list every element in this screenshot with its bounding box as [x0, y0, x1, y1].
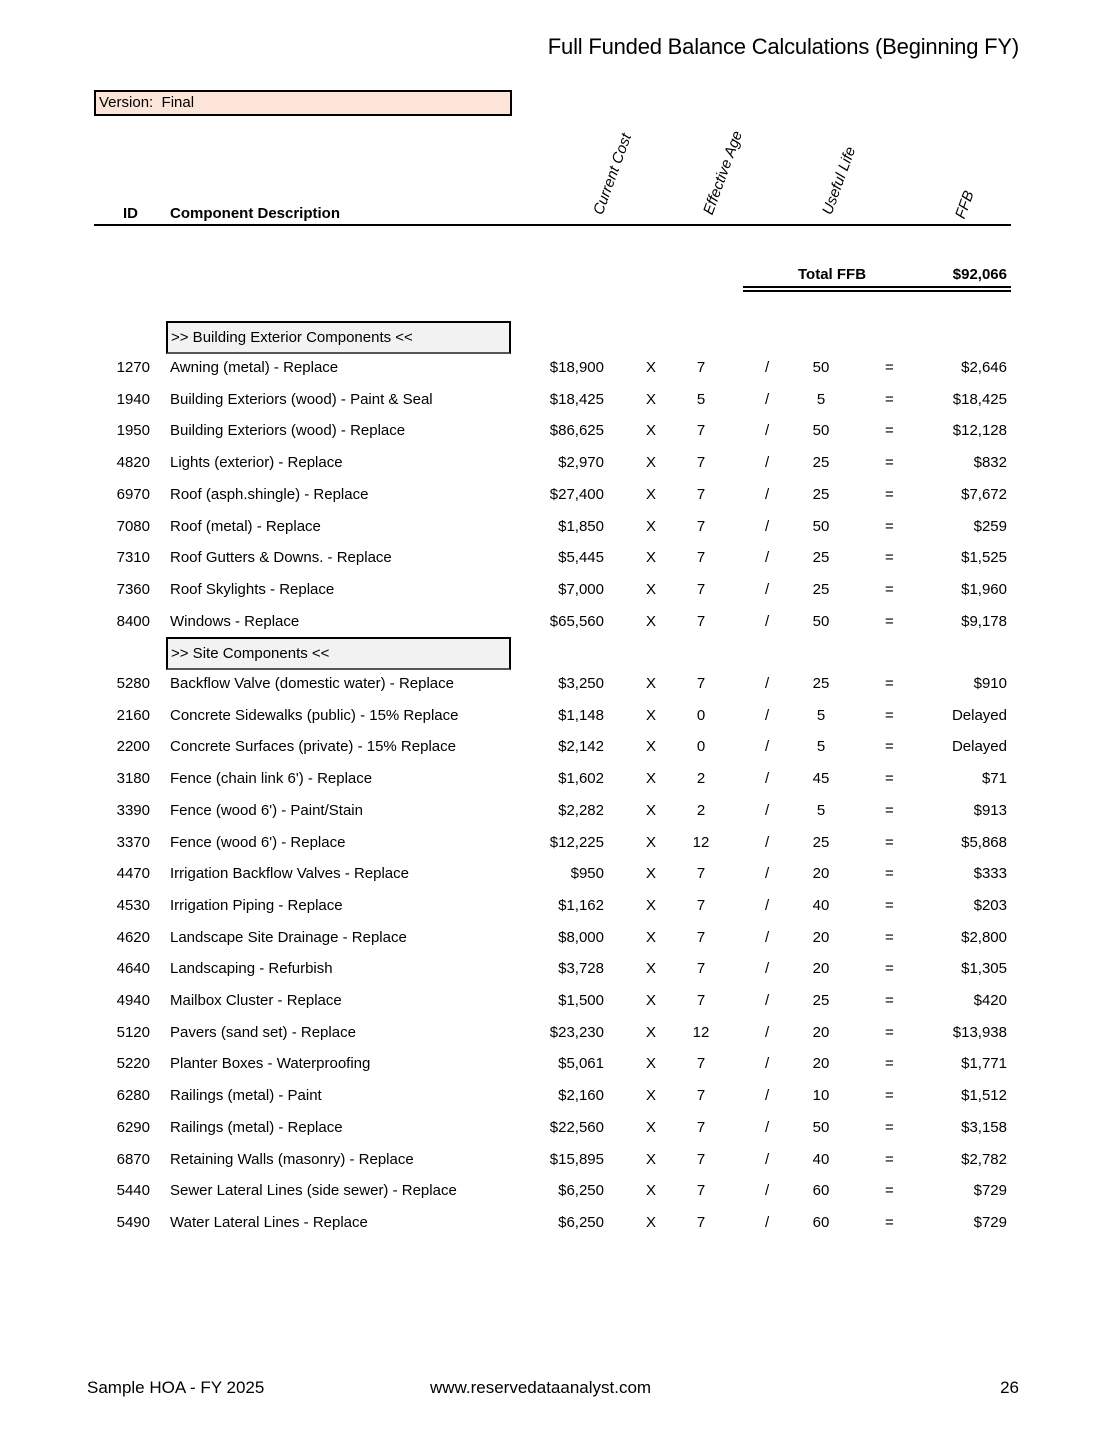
ffb-value: $832	[973, 454, 1007, 472]
divide-operator: /	[765, 422, 770, 440]
table-row	[0, 610, 1107, 634]
effective-age: 5	[696, 390, 706, 408]
equals-operator: =	[885, 865, 894, 883]
multiply-operator: X	[646, 422, 657, 440]
section-header: >> Building Exterior Components <<	[166, 321, 511, 354]
effective-age: 7	[696, 1055, 706, 1073]
multiply-operator: X	[646, 865, 657, 883]
table-row	[0, 419, 1107, 443]
divide-operator: /	[765, 992, 770, 1009]
table-row	[0, 356, 1107, 380]
component-id: 5120	[116, 1023, 150, 1041]
multiply-operator: X	[646, 1055, 657, 1073]
component-id: 3180	[116, 770, 150, 788]
current-cost: $6,250	[558, 1182, 604, 1200]
component-id: 4640	[116, 960, 150, 978]
component-description: Roof (asph.shingle) - Replace	[170, 485, 369, 503]
component-description: Awning (metal) - Replace	[170, 359, 339, 376]
version-box: Version: Final	[94, 90, 512, 116]
current-cost: $2,160	[558, 1087, 604, 1105]
divide-operator: /	[765, 706, 770, 724]
multiply-operator: X	[646, 896, 657, 914]
effective-age: 7	[696, 1182, 706, 1200]
equals-operator: =	[885, 928, 894, 946]
ffb-value: $729	[973, 1213, 1007, 1231]
equals-operator: =	[885, 1023, 894, 1041]
component-id: 4530	[116, 896, 150, 914]
equals-operator: =	[885, 770, 894, 788]
divide-operator: /	[765, 580, 770, 598]
divide-operator: /	[765, 896, 770, 914]
equals-operator: =	[885, 1055, 894, 1073]
useful-life: 60	[812, 1182, 830, 1200]
current-cost: $18,425	[549, 390, 604, 408]
divide-operator: /	[765, 1150, 770, 1168]
component-id: 1950	[116, 422, 150, 440]
component-id: 5490	[116, 1213, 150, 1231]
current-cost: $1,500	[558, 992, 604, 1009]
divide-operator: /	[765, 675, 770, 692]
ffb-value: Delayed	[951, 706, 1007, 724]
component-description: Roof Skylights - Replace	[170, 580, 335, 598]
component-id: 1940	[116, 390, 150, 408]
footer-left: Sample HOA - FY 2025	[87, 1378, 265, 1397]
table-row	[0, 862, 1107, 886]
equals-operator: =	[885, 1118, 894, 1136]
component-description: Water Lateral Lines - Replace	[170, 1213, 368, 1231]
component-description: Mailbox Cluster - Replace	[170, 992, 342, 1009]
ffb-value: $18,425	[952, 390, 1007, 408]
ffb-value: $1,771	[961, 1055, 1007, 1073]
table-row	[0, 1179, 1107, 1203]
equals-operator: =	[885, 485, 894, 503]
equals-operator: =	[885, 422, 894, 440]
current-cost: $65,560	[549, 612, 604, 630]
equals-operator: =	[885, 833, 894, 851]
effective-age: 7	[696, 928, 706, 946]
current-cost: $18,900	[549, 359, 604, 376]
useful-life: 50	[812, 359, 830, 376]
ffb-value: $333	[973, 865, 1007, 883]
multiply-operator: X	[646, 1023, 657, 1041]
divide-operator: /	[765, 454, 770, 472]
equals-operator: =	[885, 801, 894, 819]
equals-operator: =	[885, 1150, 894, 1168]
header-effective-age: Effective Age	[700, 128, 747, 217]
multiply-operator: X	[646, 390, 657, 408]
component-description: Landscape Site Drainage - Replace	[170, 928, 407, 946]
useful-life: 50	[812, 1118, 830, 1136]
useful-life: 5	[816, 390, 826, 408]
current-cost: $23,230	[549, 1023, 604, 1041]
header-current-cost: Current Cost	[590, 131, 636, 217]
component-id: 5220	[116, 1055, 150, 1073]
effective-age: 7	[696, 612, 706, 630]
current-cost: $1,148	[558, 706, 604, 724]
current-cost: $7,000	[558, 580, 604, 598]
table-row	[0, 735, 1107, 759]
multiply-operator: X	[646, 549, 657, 567]
useful-life: 5	[816, 706, 826, 724]
multiply-operator: X	[646, 928, 657, 946]
component-id: 6280	[116, 1087, 150, 1105]
multiply-operator: X	[646, 454, 657, 472]
multiply-operator: X	[646, 992, 657, 1009]
component-id: 1270	[116, 359, 150, 376]
divide-operator: /	[765, 390, 770, 408]
table-row	[0, 451, 1107, 475]
useful-life: 5	[816, 738, 826, 756]
total-double-underline	[743, 286, 1011, 288]
total-double-underline	[743, 290, 1011, 292]
equals-operator: =	[885, 359, 894, 376]
effective-age: 7	[696, 1150, 706, 1168]
total-ffb-label: Total FFB	[798, 266, 867, 283]
ffb-value: $1,525	[961, 549, 1007, 567]
useful-life: 20	[812, 1055, 830, 1073]
current-cost: $6,250	[558, 1213, 604, 1231]
divide-operator: /	[765, 1055, 770, 1073]
divide-operator: /	[765, 1087, 770, 1105]
ffb-value: $729	[973, 1182, 1007, 1200]
effective-age: 7	[696, 1087, 706, 1105]
divide-operator: /	[765, 833, 770, 851]
table-row	[0, 515, 1107, 539]
multiply-operator: X	[646, 706, 657, 724]
equals-operator: =	[885, 1087, 894, 1105]
table-row	[0, 894, 1107, 918]
useful-life: 40	[812, 896, 830, 914]
divide-operator: /	[765, 928, 770, 946]
equals-operator: =	[885, 390, 894, 408]
divide-operator: /	[765, 1213, 770, 1231]
component-description: Concrete Surfaces (private) - 15% Replace	[170, 738, 456, 756]
multiply-operator: X	[646, 359, 657, 376]
ffb-value: $2,782	[961, 1150, 1007, 1168]
component-description: Fence (wood 6') - Paint/Stain	[170, 801, 363, 819]
ffb-value: $5,868	[961, 833, 1007, 851]
ffb-value: Delayed	[951, 738, 1007, 756]
equals-operator: =	[885, 960, 894, 978]
current-cost: $3,250	[558, 675, 604, 692]
component-description: Fence (chain link 6') - Replace	[170, 770, 373, 788]
header-divider	[94, 224, 1011, 226]
equals-operator: =	[885, 675, 894, 692]
component-description: Fence (wood 6') - Replace	[170, 833, 346, 851]
component-description: Roof (metal) - Replace	[170, 517, 321, 535]
table-row	[0, 483, 1107, 507]
effective-age: 12	[692, 1023, 710, 1041]
component-description: Windows - Replace	[170, 612, 300, 630]
component-id: 5440	[116, 1182, 150, 1200]
component-description: Building Exteriors (wood) - Replace	[170, 422, 406, 440]
ffb-value: $13,938	[952, 1023, 1007, 1041]
equals-operator: =	[885, 706, 894, 724]
component-description: Irrigation Piping - Replace	[170, 896, 343, 914]
effective-age: 7	[696, 359, 706, 376]
ffb-value: $7,672	[961, 485, 1007, 503]
effective-age: 7	[696, 1213, 706, 1231]
effective-age: 7	[696, 422, 706, 440]
current-cost: $950	[570, 865, 604, 883]
component-description: Sewer Lateral Lines (side sewer) - Replace	[170, 1182, 457, 1200]
current-cost: $12,225	[549, 833, 604, 851]
useful-life: 25	[812, 485, 830, 503]
component-id: 8400	[116, 612, 150, 630]
divide-operator: /	[765, 485, 770, 503]
component-description: Roof Gutters & Downs. - Replace	[170, 549, 392, 567]
effective-age: 7	[696, 896, 706, 914]
current-cost: $1,162	[558, 896, 604, 914]
equals-operator: =	[885, 580, 894, 598]
multiply-operator: X	[646, 1213, 657, 1231]
multiply-operator: X	[646, 738, 657, 756]
header-id: ID	[123, 205, 138, 222]
ffb-value: $9,178	[961, 612, 1007, 630]
component-description: Retaining Walls (masonry) - Replace	[170, 1150, 414, 1168]
multiply-operator: X	[646, 1182, 657, 1200]
component-description: Backflow Valve (domestic water) - Replace	[170, 675, 454, 692]
component-id: 5280	[116, 675, 150, 692]
equals-operator: =	[885, 896, 894, 914]
useful-life: 25	[812, 833, 830, 851]
useful-life: 40	[812, 1150, 830, 1168]
component-id: 3370	[116, 833, 150, 851]
total-ffb-value: $92,066	[952, 266, 1007, 283]
table-row	[0, 957, 1107, 981]
effective-age: 0	[696, 706, 706, 724]
ffb-value: $1,960	[961, 580, 1007, 598]
component-description: Concrete Sidewalks (public) - 15% Replace	[170, 706, 459, 724]
multiply-operator: X	[646, 770, 657, 788]
ffb-value: $2,800	[961, 928, 1007, 946]
effective-age: 0	[696, 738, 706, 756]
component-id: 4620	[116, 928, 150, 946]
table-row	[0, 546, 1107, 570]
current-cost: $1,602	[558, 770, 604, 788]
effective-age: 7	[696, 960, 706, 978]
current-cost: $5,061	[558, 1055, 604, 1073]
effective-age: 12	[692, 833, 710, 851]
multiply-operator: X	[646, 580, 657, 598]
useful-life: 60	[812, 1213, 830, 1231]
useful-life: 25	[812, 454, 830, 472]
component-id: 2200	[116, 738, 150, 756]
component-id: 3390	[116, 801, 150, 819]
effective-age: 7	[696, 992, 706, 1009]
equals-operator: =	[885, 612, 894, 630]
useful-life: 25	[812, 675, 830, 692]
divide-operator: /	[765, 770, 770, 788]
component-id: 6870	[116, 1150, 150, 1168]
equals-operator: =	[885, 738, 894, 756]
table-row	[0, 831, 1107, 855]
multiply-operator: X	[646, 517, 657, 535]
ffb-value: $71	[981, 770, 1007, 788]
table-row	[0, 799, 1107, 823]
equals-operator: =	[885, 1182, 894, 1200]
table-row	[0, 1116, 1107, 1140]
useful-life: 10	[812, 1087, 830, 1105]
divide-operator: /	[765, 960, 770, 978]
component-id: 6970	[116, 485, 150, 503]
table-row	[0, 989, 1107, 1013]
multiply-operator: X	[646, 1118, 657, 1136]
effective-age: 7	[696, 485, 706, 503]
ffb-value: $420	[973, 992, 1007, 1009]
current-cost: $2,142	[558, 738, 604, 756]
current-cost: $1,850	[558, 517, 604, 535]
footer-page-number: 26	[1000, 1378, 1019, 1397]
effective-age: 7	[696, 454, 706, 472]
divide-operator: /	[765, 865, 770, 883]
current-cost: $27,400	[549, 485, 604, 503]
current-cost: $5,445	[558, 549, 604, 567]
component-id: 4940	[116, 992, 150, 1009]
useful-life: 20	[812, 960, 830, 978]
equals-operator: =	[885, 454, 894, 472]
header-description: Component Description	[170, 205, 341, 222]
footer-website: www.reservedataanalyst.com	[430, 1378, 652, 1397]
useful-life: 25	[812, 580, 830, 598]
multiply-operator: X	[646, 485, 657, 503]
equals-operator: =	[885, 549, 894, 567]
ffb-value: $1,305	[961, 960, 1007, 978]
multiply-operator: X	[646, 612, 657, 630]
table-row	[0, 1084, 1107, 1108]
multiply-operator: X	[646, 833, 657, 851]
useful-life: 5	[816, 801, 826, 819]
component-id: 7080	[116, 517, 150, 535]
useful-life: 45	[812, 770, 830, 788]
table-row	[0, 1052, 1107, 1076]
table-row	[0, 388, 1107, 412]
effective-age: 7	[696, 1118, 706, 1136]
useful-life: 50	[812, 422, 830, 440]
ffb-value: $910	[973, 675, 1007, 692]
component-id: 7360	[116, 580, 150, 598]
table-row	[0, 1148, 1107, 1172]
page-title: Full Funded Balance Calculations (Beginning FY)	[547, 34, 1019, 59]
component-id: 6290	[116, 1118, 150, 1136]
multiply-operator: X	[646, 675, 657, 692]
effective-age: 7	[696, 549, 706, 567]
current-cost: $3,728	[558, 960, 604, 978]
table-row	[0, 1211, 1107, 1235]
effective-age: 2	[696, 801, 706, 819]
component-id: 4470	[116, 865, 150, 883]
useful-life: 50	[812, 517, 830, 535]
equals-operator: =	[885, 517, 894, 535]
divide-operator: /	[765, 801, 770, 819]
useful-life: 25	[812, 992, 830, 1009]
multiply-operator: X	[646, 1150, 657, 1168]
component-id: 7310	[116, 549, 150, 567]
header-ffb: FFB	[952, 188, 978, 221]
current-cost: $2,970	[558, 454, 604, 472]
useful-life: 20	[812, 865, 830, 883]
divide-operator: /	[765, 517, 770, 535]
divide-operator: /	[765, 1118, 770, 1136]
component-description: Landscaping - Refurbish	[170, 960, 333, 978]
current-cost: $8,000	[558, 928, 604, 946]
component-description: Irrigation Backflow Valves - Replace	[170, 865, 409, 883]
table-row	[0, 1021, 1107, 1045]
header-useful-life: Useful Life	[819, 144, 860, 217]
multiply-operator: X	[646, 1087, 657, 1105]
component-description: Planter Boxes - Waterproofing	[170, 1055, 371, 1073]
multiply-operator: X	[646, 801, 657, 819]
equals-operator: =	[885, 992, 894, 1009]
ffb-value: $2,646	[961, 359, 1007, 376]
ffb-value: $12,128	[952, 422, 1007, 440]
divide-operator: /	[765, 549, 770, 567]
component-description: Railings (metal) - Replace	[170, 1118, 343, 1136]
component-description: Lights (exterior) - Replace	[170, 454, 343, 472]
effective-age: 7	[696, 517, 706, 535]
current-cost: $22,560	[549, 1118, 604, 1136]
ffb-value: $203	[973, 896, 1007, 914]
table-row	[0, 767, 1107, 791]
divide-operator: /	[765, 359, 770, 376]
ffb-value: $1,512	[961, 1087, 1007, 1105]
ffb-value: $3,158	[961, 1118, 1007, 1136]
table-row	[0, 926, 1107, 950]
effective-age: 7	[696, 580, 706, 598]
component-description: Building Exteriors (wood) - Paint & Seal	[170, 390, 433, 408]
section-header: >> Site Components <<	[166, 637, 511, 670]
effective-age: 7	[696, 675, 706, 692]
equals-operator: =	[885, 1213, 894, 1231]
useful-life: 50	[812, 612, 830, 630]
multiply-operator: X	[646, 960, 657, 978]
current-cost: $15,895	[549, 1150, 604, 1168]
divide-operator: /	[765, 612, 770, 630]
current-cost: $2,282	[558, 801, 604, 819]
table-row	[0, 704, 1107, 728]
component-id: 2160	[116, 706, 150, 724]
divide-operator: /	[765, 1182, 770, 1200]
effective-age: 7	[696, 865, 706, 883]
effective-age: 2	[696, 770, 706, 788]
table-row	[0, 672, 1107, 696]
divide-operator: /	[765, 1023, 770, 1041]
divide-operator: /	[765, 738, 770, 756]
table-row	[0, 578, 1107, 602]
component-description: Railings (metal) - Paint	[170, 1087, 322, 1105]
useful-life: 20	[812, 1023, 830, 1041]
useful-life: 25	[812, 549, 830, 567]
ffb-value: $259	[973, 517, 1007, 535]
ffb-value: $913	[973, 801, 1007, 819]
useful-life: 20	[812, 928, 830, 946]
component-description: Pavers (sand set) - Replace	[170, 1023, 356, 1041]
component-id: 4820	[116, 454, 150, 472]
current-cost: $86,625	[549, 422, 604, 440]
